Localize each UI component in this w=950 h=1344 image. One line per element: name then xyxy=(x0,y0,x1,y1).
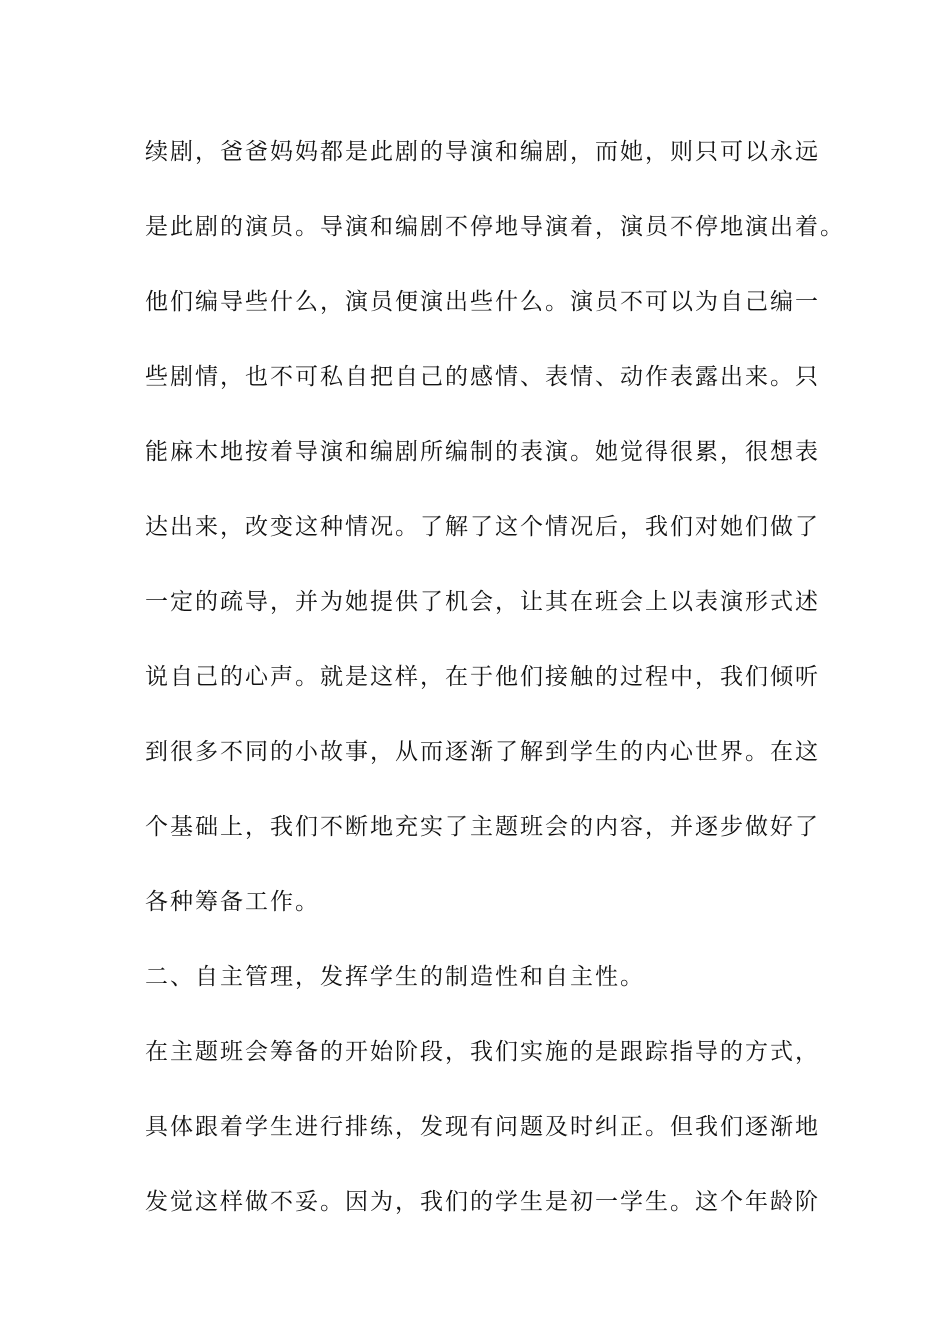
text-line: 到很多不同的小故事，从而逐渐了解到学生的内心世界。在这 xyxy=(145,739,820,765)
text-line: 个基础上，我们不断地充实了主题班会的内容，并逐步做好了 xyxy=(145,814,820,840)
text-line: 是此剧的演员。导演和编剧不停地导演着，演员不停地演出着。 xyxy=(145,214,845,240)
text-line: 各种筹备工作。 xyxy=(145,889,320,915)
text-line: 一定的疏导，并为她提供了机会，让其在班会上以表演形式述 xyxy=(145,589,820,615)
text-line: 发觉这样做不妥。因为，我们的学生是初一学生。这个年龄阶 xyxy=(145,1189,820,1215)
text-line: 能麻木地按着导演和编剧所编制的表演。她觉得很累，很想表 xyxy=(145,439,820,465)
text-line: 续剧，爸爸妈妈都是此剧的导演和编剧，而她，则只可以永远 xyxy=(145,139,820,165)
section-heading: 二、自主管理，发挥学生的制造性和自主性。 xyxy=(145,964,645,990)
text-line: 他们编导些什么，演员便演出些什么。演员不可以为自己编一 xyxy=(145,289,820,315)
text-line: 在主题班会筹备的开始阶段，我们实施的是跟踪指导的方式， xyxy=(145,1039,820,1065)
text-line: 具体跟着学生进行排练，发现有问题及时纠正。但我们逐渐地 xyxy=(145,1114,820,1140)
text-line: 达出来，改变这种情况。了解了这个情况后，我们对她们做了 xyxy=(145,514,820,540)
text-line: 些剧情，也不可私自把自己的感情、表情、动作表露出来。只 xyxy=(145,364,820,390)
body-text xyxy=(145,132,845,1257)
text-line: 说自己的心声。就是这样，在于他们接触的过程中，我们倾听 xyxy=(145,664,820,690)
